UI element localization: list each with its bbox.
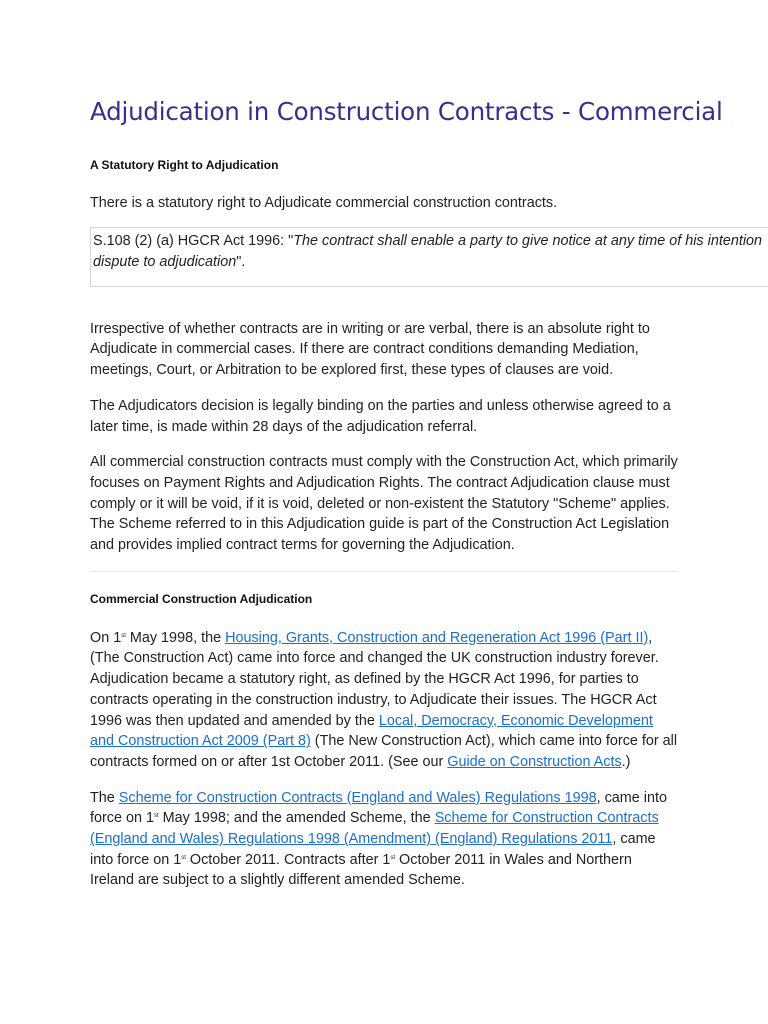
link-scheme-1998[interactable]: Scheme for Construction Contracts (England and Wales) Regulations 1998 [118, 789, 597, 806]
paragraph-absolute-right: Irrespective of whether contracts are in writing or are verbal, there is an absolute right to Adjudicate in commercial cases. If there are contract conditions demanding Mediation, meetings, Court, or Arbitration to be explored first, these types of clauses are void. [90, 320, 650, 379]
text-run: On 1 [90, 629, 122, 646]
link-scheme-amendment-2011[interactable]: Scheme for Construction Contracts (England and Wales) Regulations 1998 (Amendment) (England) Regulations 2011 [90, 810, 659, 848]
quote-line-2 [93, 252, 768, 273]
intro-paragraph: There is a statutory right to Adjudicate commercial construction contracts. [90, 195, 558, 211]
quote-line-1 [93, 231, 768, 252]
section-heading-statutory-right: A Statutory Right to Adjudication [90, 158, 279, 172]
text-run: , came into force on 1 [90, 831, 656, 868]
link-ldedc-act-2009[interactable]: Local, Democracy, Economic Development and Construction Act 2009 (Part 8) [90, 712, 653, 750]
page-title: Adjudication in Construction Contracts - Commercial [90, 97, 723, 126]
text-run: (The New Construction Act), which came into force for all contracts formed on or after 1st October 2011. (See our [90, 733, 678, 770]
statute-quote-box [90, 227, 768, 287]
text-run: The [90, 789, 119, 806]
ordinal-suffix: st [154, 813, 159, 820]
ordinal-suffix: st [181, 854, 186, 861]
paragraph-decision-binding: The Adjudicators decision is legally binding on the parties and unless otherwise agreed to a later time, is made within 28 days of the adjudication referral. [90, 397, 671, 435]
quote-italic-line-2: dispute to adjudication [93, 253, 237, 270]
paragraph-history [90, 628, 678, 773]
quote-suffix: ". [236, 253, 246, 270]
text-run: .) [621, 753, 631, 770]
section-heading-commercial-adjudication: Commercial Construction Adjudication [90, 591, 313, 606]
text-run: May 1998, the [125, 629, 226, 646]
paragraph-construction-act: All commercial construction contracts must comply with the Construction Act, which primarily focuses on Payment Rights and Adjudication Rights. The contract Adjudication clause must comply or it will be void, if it is void, deleted or non-existent the Statutory "Scheme" applies. The Scheme referred to in this Adjudication guide is part of the Construction Act Legislation and provides implied contract terms for governing the Adjudication. [90, 454, 678, 554]
article [90, 94, 763, 891]
ordinal-suffix: st [121, 632, 126, 639]
text-run: October 2011 in Wales and Northern Ireland are subject to a slightly different amended Scheme. [90, 851, 632, 889]
link-guide-construction-acts[interactable]: Guide on Construction Acts [447, 753, 622, 770]
quote-prefix: S.108 (2) (a) HGCR Act 1996: " [93, 233, 294, 249]
quote-italic-line-1: The contract shall enable a party to give notice at any time of his intention [293, 233, 763, 249]
text-run: May 1998; and the amended Scheme, the [158, 810, 435, 827]
ordinal-suffix: st [390, 854, 396, 861]
text-run: , (The Construction Act) came into force and changed the UK construction industry forever. Adjudication became a statutory right, as defined by the HGCR Act 1996, for parties to contracts operating in the construction industry, to Adjudicate their issues. The HGCR Act 1996 was then updated and amended by the [90, 629, 659, 729]
link-hgcr-act-1996[interactable]: Housing, Grants, Construction and Regeneration Act 1996 (Part II) [225, 629, 649, 646]
paragraph-scheme [90, 788, 678, 892]
section-divider [90, 571, 678, 572]
text-run: , came into force on 1 [90, 789, 667, 827]
text-run: October 2011. Contracts after 1 [185, 851, 391, 868]
